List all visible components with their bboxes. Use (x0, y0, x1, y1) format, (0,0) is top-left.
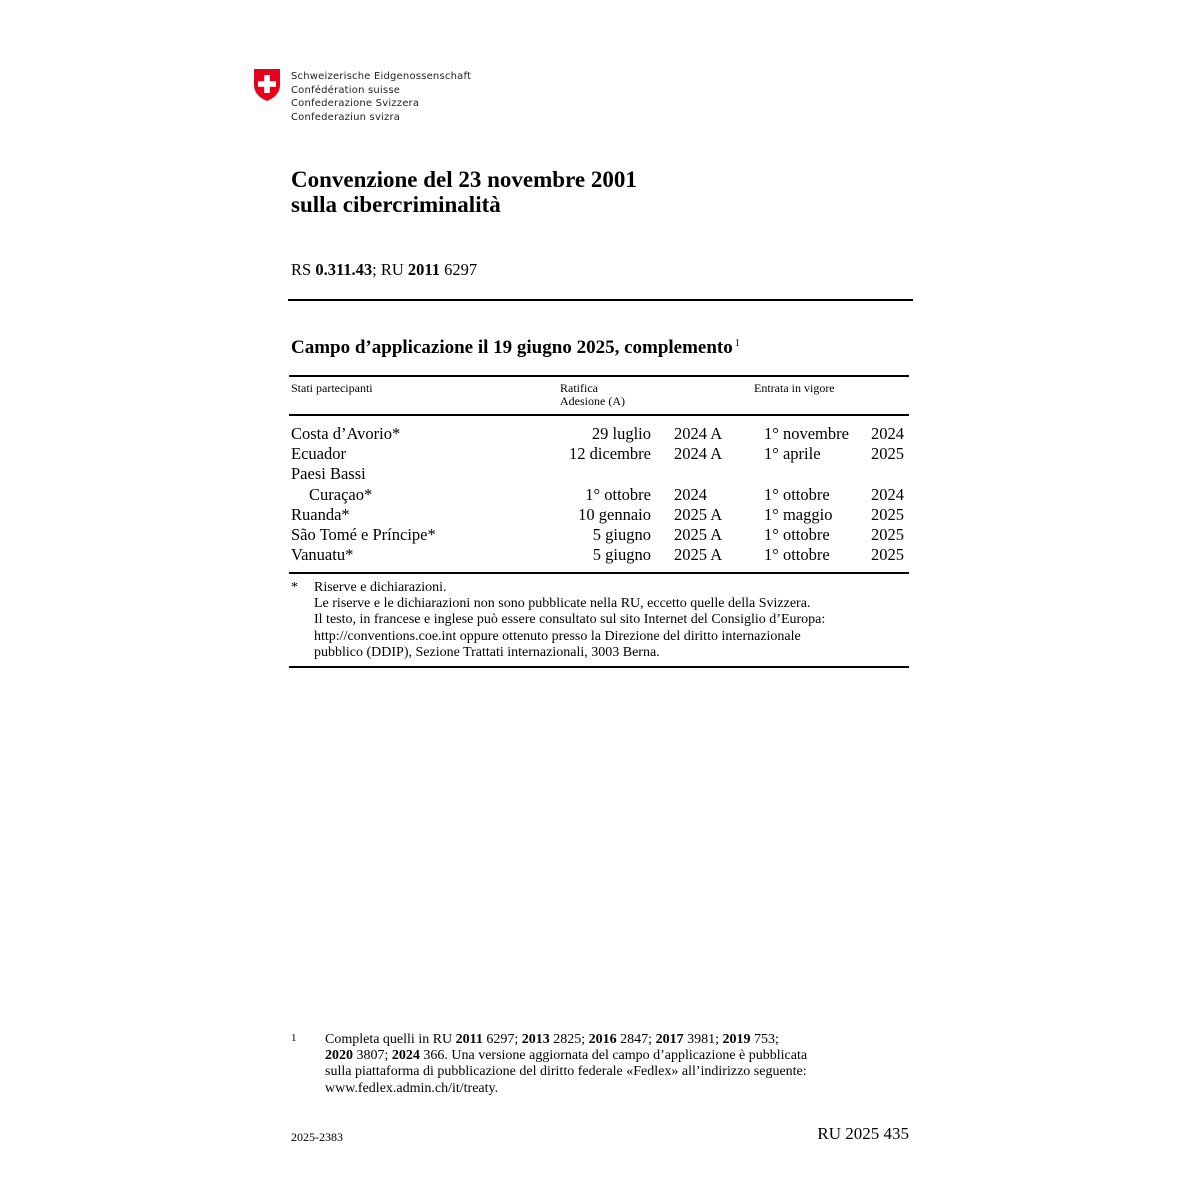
footnote-text: 3807; (353, 1048, 392, 1064)
state-cell: Paesi Bassi (291, 464, 366, 484)
ru-year: 2011 (407, 260, 441, 279)
entry-date-cell: 1° ottobre (764, 545, 830, 565)
footnote-text: 3981; (683, 1032, 723, 1047)
title-line-1: Convenzione del 23 novembre 2001 (291, 167, 637, 192)
entry-year-cell: 2024 (871, 424, 904, 443)
entry-year-cell: 2025 (871, 525, 904, 544)
ratification-date-cell: 29 luglio (591, 424, 651, 443)
footnote-year: 2011 (455, 1032, 483, 1047)
header-ratification-line2: Adesione (A) (560, 394, 625, 408)
entry-year-cell: 2025 (871, 444, 904, 464)
table-row (0, 464, 1200, 484)
table-row (0, 485, 1200, 505)
footnote-year: 2019 (722, 1032, 751, 1047)
footnote-year: 2024 (391, 1048, 420, 1064)
header-entry-into-force: Entrata in vigore (754, 381, 835, 395)
ratification-year-cell: 2025 A (674, 545, 723, 565)
entry-year-cell: 2025 (871, 545, 904, 565)
rs-reference (291, 260, 477, 280)
ratification-year-cell: 2024 (674, 484, 707, 504)
table-notes-rule (289, 572, 909, 574)
logo-line-rm: Confederaziun svizra (291, 111, 401, 123)
notes-line: Il testo, in francese e inglese può essere consultato sul sito Internet del Consiglio d’Europa: (314, 612, 826, 628)
entry-year-cell: 2025 (871, 504, 904, 524)
section-title-text: Campo d’applicazione il 19 giugno 2025, complemento (291, 337, 733, 358)
table-header-rule (289, 414, 909, 416)
footnote-number: 1 (291, 1032, 297, 1044)
footnote-year: 2017 (655, 1032, 684, 1047)
table-row (0, 525, 1200, 545)
entry-date-cell: 1° novembre (764, 424, 849, 443)
footnote-line-2 (325, 1048, 807, 1064)
swiss-coat-of-arms-icon (252, 68, 282, 102)
entry-date-cell: 1° ottobre (764, 484, 830, 504)
table-row (0, 505, 1200, 525)
document-title (291, 167, 637, 217)
footnote-text: Completa quelli in RU (325, 1032, 456, 1047)
ratification-date-cell: 5 giugno (592, 525, 651, 544)
state-cell: Vanuatu* (291, 545, 354, 565)
footnote-text: 2825; (549, 1032, 589, 1047)
footnote-year: 2013 (521, 1032, 550, 1047)
header-states: Stati partecipanti (291, 381, 373, 395)
rs-prefix: RS (291, 260, 316, 279)
ratification-date-cell: 12 dicembre (568, 444, 651, 464)
header-ratification-line1: Ratifica (560, 381, 598, 395)
footnote-text: 6297; (482, 1032, 522, 1047)
notes-marker: * (291, 580, 298, 595)
notes-line: http://conventions.coe.int oppure ottenuto presso la Direzione del diritto internazionale (314, 628, 801, 644)
state-cell: Ruanda* (291, 504, 350, 524)
ratification-year-cell: 2025 A (674, 504, 723, 524)
rs-number: 0.311.43 (315, 260, 373, 279)
notes-line: pubblico (DDIP), Sezione Trattati internazionali, 3003 Berna. (314, 644, 660, 660)
entry-date-cell: 1° aprile (764, 444, 821, 464)
entry-date-cell: 1° maggio (764, 504, 833, 524)
state-cell: São Tomé e Príncipe* (291, 525, 436, 544)
footnote-text: 2847; (616, 1032, 656, 1047)
table-row (0, 444, 1200, 464)
footnote-line-3: sulla piattaforma di pubblicazione del diritto federale «Fedlex» all’indirizzo seguente: (325, 1064, 807, 1080)
footnote-text: 366. Una versione aggiornata del campo d’applicazione è pubblicata (419, 1048, 808, 1064)
header-divider (288, 299, 913, 301)
footnote-line-1 (325, 1032, 807, 1048)
section-title (291, 337, 740, 359)
page-reference: RU 2025 435 (817, 1124, 909, 1143)
table-bottom-rule (289, 666, 909, 668)
footnote-url: www.fedlex.admin.ch/it/treaty. (325, 1080, 499, 1096)
confederation-names (291, 70, 471, 124)
ru-page: 6297 (440, 260, 478, 279)
logo-line-fr: Confédération suisse (291, 84, 401, 96)
state-cell: Costa d’Avorio* (291, 424, 401, 443)
ratification-date-cell: 5 giugno (592, 545, 651, 565)
footnote-reference: 1 (734, 338, 740, 349)
notes-line: Le riserve e le dichiarazioni non sono pubblicate nella RU, eccetto quelle della Svizzera. (314, 596, 811, 612)
logo-line-de: Schweizerische Eidgenossenschaft (291, 71, 472, 82)
ratification-year-cell: 2025 A (674, 525, 723, 544)
footnote-year: 2016 (588, 1032, 617, 1047)
table-top-rule (289, 375, 909, 377)
state-cell: Curaçao* (309, 484, 373, 504)
header-ratification (560, 382, 625, 408)
table-row (0, 545, 1200, 565)
footnote-text: 753; (750, 1032, 779, 1047)
footnote-year: 2020 (325, 1048, 353, 1064)
state-cell: Ecuador (291, 444, 346, 464)
ratification-date-cell: 1° ottobre (585, 484, 651, 504)
title-line-2: sulla cibercriminalità (291, 192, 501, 217)
table-row (0, 424, 1200, 444)
ratification-year-cell: 2024 A (674, 424, 723, 443)
logo-line-it: Confederazione Svizzera (291, 98, 420, 110)
notes-line: Riserve e dichiarazioni. (314, 580, 447, 595)
ratification-year-cell: 2024 A (674, 444, 723, 464)
document-id: 2025-2383 (291, 1130, 343, 1144)
ratification-date-cell: 10 gennaio (578, 504, 651, 524)
entry-year-cell: 2024 (871, 484, 904, 504)
entry-date-cell: 1° ottobre (764, 525, 830, 544)
ru-prefix: ; RU (372, 260, 408, 279)
